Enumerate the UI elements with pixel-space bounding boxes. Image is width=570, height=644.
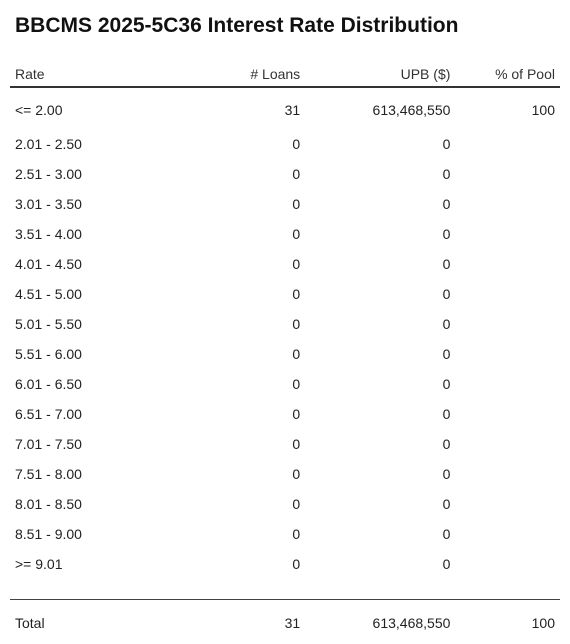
cell-loans: 0 — [133, 159, 305, 189]
table-row — [10, 309, 560, 339]
cell-pct — [455, 159, 560, 189]
spacer-cell — [10, 579, 560, 600]
cell-pct — [455, 369, 560, 399]
cell-rate: 2.51 - 3.00 — [10, 159, 133, 189]
cell-upb: 0 — [305, 159, 455, 189]
table-row — [10, 549, 560, 579]
cell-loans: 0 — [133, 459, 305, 489]
cell-rate: 6.51 - 7.00 — [10, 399, 133, 429]
cell-upb: 0 — [305, 459, 455, 489]
cell-rate: 5.01 - 5.50 — [10, 309, 133, 339]
table-header-row — [10, 62, 560, 87]
cell-rate: 3.01 - 3.50 — [10, 189, 133, 219]
table-row — [10, 459, 560, 489]
total-loans: 31 — [133, 600, 305, 644]
header-rate: Rate — [10, 62, 133, 87]
cell-upb: 0 — [305, 309, 455, 339]
table-row — [10, 189, 560, 219]
cell-pct — [455, 459, 560, 489]
cell-loans: 0 — [133, 489, 305, 519]
total-label: Total — [10, 600, 133, 644]
cell-loans: 0 — [133, 219, 305, 249]
cell-upb: 0 — [305, 399, 455, 429]
table-body — [10, 87, 560, 600]
header-upb: UPB ($) — [305, 62, 455, 87]
header-loans: # Loans — [133, 62, 305, 87]
cell-pct — [455, 549, 560, 579]
cell-pct — [455, 309, 560, 339]
header-pct: % of Pool — [455, 62, 560, 87]
cell-pct — [455, 129, 560, 159]
cell-rate: 5.51 - 6.00 — [10, 339, 133, 369]
cell-rate: <= 2.00 — [10, 87, 133, 129]
cell-loans: 0 — [133, 339, 305, 369]
table-row — [10, 489, 560, 519]
cell-loans: 0 — [133, 429, 305, 459]
cell-upb: 613,468,550 — [305, 87, 455, 129]
total-pct: 100 — [455, 600, 560, 644]
cell-upb: 0 — [305, 339, 455, 369]
cell-upb: 0 — [305, 519, 455, 549]
cell-loans: 0 — [133, 309, 305, 339]
total-row — [10, 600, 560, 644]
cell-upb: 0 — [305, 429, 455, 459]
cell-loans: 0 — [133, 399, 305, 429]
cell-pct — [455, 519, 560, 549]
cell-upb: 0 — [305, 369, 455, 399]
cell-upb: 0 — [305, 549, 455, 579]
cell-pct — [455, 279, 560, 309]
cell-pct — [455, 399, 560, 429]
cell-loans: 31 — [133, 87, 305, 129]
cell-upb: 0 — [305, 279, 455, 309]
cell-pct — [455, 189, 560, 219]
cell-loans: 0 — [133, 279, 305, 309]
table-row — [10, 369, 560, 399]
table-row — [10, 219, 560, 249]
table-row — [10, 87, 560, 129]
cell-rate: 4.01 - 4.50 — [10, 249, 133, 279]
cell-loans: 0 — [133, 249, 305, 279]
total-upb: 613,468,550 — [305, 600, 455, 644]
cell-loans: 0 — [133, 549, 305, 579]
cell-upb: 0 — [305, 189, 455, 219]
cell-pct — [455, 429, 560, 459]
cell-upb: 0 — [305, 219, 455, 249]
cell-rate: 2.01 - 2.50 — [10, 129, 133, 159]
cell-rate: 3.51 - 4.00 — [10, 219, 133, 249]
cell-pct — [455, 219, 560, 249]
cell-pct — [455, 489, 560, 519]
cell-upb: 0 — [305, 249, 455, 279]
cell-pct — [455, 339, 560, 369]
cell-loans: 0 — [133, 519, 305, 549]
table-row — [10, 279, 560, 309]
cell-loans: 0 — [133, 189, 305, 219]
cell-rate: 6.01 - 6.50 — [10, 369, 133, 399]
cell-loans: 0 — [133, 369, 305, 399]
cell-upb: 0 — [305, 129, 455, 159]
table-row — [10, 519, 560, 549]
cell-loans: 0 — [133, 129, 305, 159]
spacer-row — [10, 579, 560, 600]
cell-rate: 7.01 - 7.50 — [10, 429, 133, 459]
table-row — [10, 429, 560, 459]
cell-pct: 100 — [455, 87, 560, 129]
table-row — [10, 339, 560, 369]
cell-pct — [455, 249, 560, 279]
table-row — [10, 249, 560, 279]
cell-rate: 7.51 - 8.00 — [10, 459, 133, 489]
table-row — [10, 399, 560, 429]
table-row — [10, 159, 560, 189]
cell-rate: 8.01 - 8.50 — [10, 489, 133, 519]
page-title: BBCMS 2025-5C36 Interest Rate Distribution — [15, 14, 458, 38]
cell-upb: 0 — [305, 489, 455, 519]
table-row — [10, 129, 560, 159]
cell-rate: >= 9.01 — [10, 549, 133, 579]
rate-distribution-table — [10, 62, 560, 644]
cell-rate: 4.51 - 5.00 — [10, 279, 133, 309]
cell-rate: 8.51 - 9.00 — [10, 519, 133, 549]
